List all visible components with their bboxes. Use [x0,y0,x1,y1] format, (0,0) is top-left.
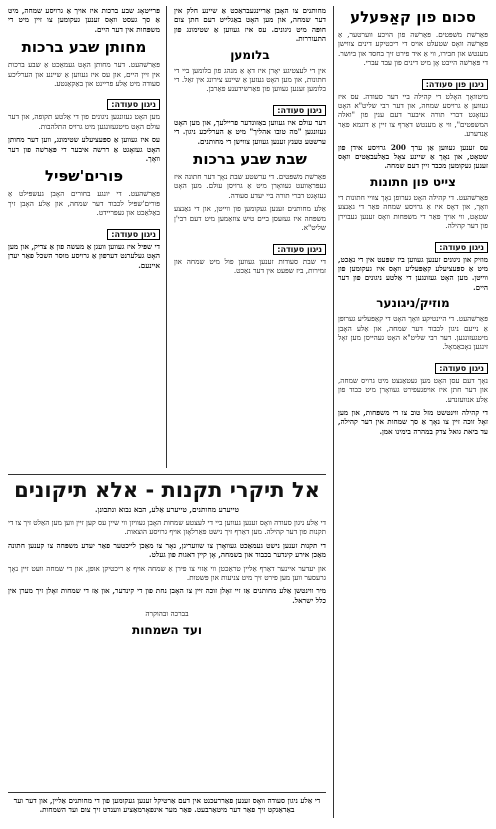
column-divider-left [166,6,167,468]
left-column [8,6,160,468]
right-heading-1: סכום פון קאַפּעלע [350,8,476,26]
left-paragraph-4: עס איז געווען אַ ספּעציעלע שטימונג, ווען דער מחותן האָט געזאָגט אַ דרשה איבער די פּאַרשׁה פון דער וואָך. [8,135,160,164]
left-paragraph-2: פּאַרשׁהעט. דער מחותן האָט געמאַכט אַ שבע ברכות אין זיין היים, און עס איז געווען אַ שיינע און הערליכע סעודה מיט אַלע פריינט און באַקאַנטע. [8,60,160,89]
left-paragraph-1: פּרייטאָג שבע ברכות איז אויך אַ גרויסע שמחה, מיט אַ סך געסט וואָס זענען געקומען צו זיין מיט די משפּחות אין דער היים. [8,6,160,34]
left-label-2: ניגון סעודה: [107,229,160,240]
right-paragraph-1: פּאַרשׁת משׁפּטים. פּאַרשׁה פון הויכע ווערטער, אַ פּאַרשׁה וואָס שטעלט אויס די ריכטיקע דינים צווישן מענטש און חבירו, ווי אַ איד פירט זיך בחסד און ביושר. די פּאַרשׁה הייבט אָן מיט דינים פון עבד עברי. [338,30,488,68]
right-label-3: ניגון סעודה: [435,363,488,374]
middle-paragraph-2: אין די לעצטיגע יאָרן איז דאָ אַ מנהג פון בלומען ביי די חתונות, און מען האָט געזען אַ שיינע צירונג אין זאַל. די בלומען זענען געווען פון פאַרשידענע פאַרבן. [174,65,326,94]
bottom-article [8,478,326,641]
middle-label-2: ניגון סעודה: [273,244,326,255]
right-label-2: ניגון סעודה: [435,242,488,253]
middle-paragraph-1: מחותנים צו האָבן אַריינגעבראַכט אַ שיינע חלק אין דער שמחה, און מען האָט באַגלייט דעם חתן צום חופּה מיט ניגונים. עס איז געווען אַ שטימונג פון התעוררות. [174,6,326,44]
column-divider-right [333,6,334,818]
left-paragraph-5: פּאַרשׁהעט. די יונגע בחורים האָבן געשפּילט אַ פּורים'שפּיל לכבוד דער שמחה, און אַלע האָבן זיך באַלאַכט און געפריידט. [8,189,160,218]
right-label-1: ניגון פון סעודה: [422,79,488,90]
bottom-paragraph-3: און יעדער איינער דאַרף אַליין טראַכטן ווי אַזוי צו פירן אַ שמחה אויף אַ ריכטיקן אופן, און די שמחה וועט זיין נאָך גרעסער ווען מען פירט זיך מיט צניעות און פּשטות. [8,563,326,583]
bottom-title: אל תיקרי תקנות - אלא תיקונים [14,478,320,502]
right-heading-3: מוזיק/ניגונער [376,296,450,311]
left-heading-1: מחותן שבע ברכות [21,38,147,57]
bottom-signoff-2: ועד השמחות [132,622,202,637]
right-paragraph-2: מיטוואָך האָלט די קהילה ביי דער סעודה. עס איז געווען אַ גרויסע שמחה, און דער רבי שליט"א האָט געזאָגט דברי תורה איבער דעם ענין פון "ואלה המשפטים", ווי אַ מענטש דאַרף צו זיין אַ דוגמא פאַר אַנדערע. [338,91,488,139]
bottom-footer: די אַלע ניגון סעודה וואָס זענען פאַררעכנט אין דעם אַרטיקל זענען געקומען פון די מחותנים אַליין, און דער ועד באַדאַנקט זיך פאַר דער מיטאַרבעט. פאַר מער אינפאָרמאַציע ווענדט זיך צום ועד השמחות. [13,796,321,814]
left-paragraph-3: מען האָט געזונגען ניגונים פון די אַלטע תקופה, און דער עולם האָט מיטגעזונגען מיט גרויס התלהבות. [8,112,160,131]
middle-paragraph-4: פּאַרשׁת משׁפּטים. די ערשטע שבת נאָך דער חתונה איז געפּראַוועט געוואָרן מיט אַ גרויסן עולם. מען האָט געזאָגט דברי תורה ביי יעדע סעודה. [174,172,326,200]
right-paragraph-3: עס זענען געווען אַן ערך 200 גרויסע אידן פון שטאָט, און נאָך אַ שיינע צאָל באַלעבאַטים וואָס זענען געקומען מכבד זיין דעם שמחה. [338,142,488,171]
footer-divider [8,792,326,793]
bottom-paragraph-1: די אַלע ניגון סעודה וואָס זענען געווען ביי די לעצטע שמחות האָבן געוויזן ווי שיין עס קען זיין ווען מען האַלט זיך צו די תקנות פון דער קהילה. מען דאַרף זיך נישט פאַרלאָזן אויף גרויסע הוצאות. [8,518,326,537]
middle-heading-1: בלומען [230,47,270,62]
middle-paragraph-6: די שבת סעודות זענען געווען פול מיט שמחה און זמירות, ביז שפּעט אין דער נאַכט. [174,256,326,275]
bottom-subtitle: טייערע מחותנים, טייערע אַלע, הבא נבוא ונתבונן. [94,505,240,514]
right-paragraph-7: נאָך דעם עסן האָט מען געטאַנצט מיט גרויס שמחה, און דער חתן איז אויפגעפירט געוואָרן מיט כבוד פון אַלע אנוועזנדע. [338,375,488,404]
middle-label-1: ניגון סעודה: [273,105,326,116]
left-paragraph-6: די שפּיל איז געווען וועגן אַ מעשה פון אַ צדיק, און מען האָט געלערנט דערפון אַ גרויסע מוסר השכל פאַר יעדן איינעם. [8,241,160,270]
middle-column [174,6,326,468]
bottom-paragraph-2: די תקנות זענען נישט געמאַכט געוואָרן צו שוועריגן, נאָר צו מאַכן לייכטער פאַר יעדע משפּחה צו קענען חתונה מאַכן אירע קינדער בכבוד און בשמחה, אָן קיין דאגות פון געלט. [8,540,326,560]
bottom-paragraph-4: מיר ווינטשן אַלע מחותנים אַז זיי זאָלן זוכה זיין צו האָבן נחת פון די קינדער, און אַז די שמחות זאָלן זיך מערן אין כלל ישראל. [8,586,326,605]
left-label-1: ניגון סעודה: [107,99,160,110]
right-paragraph-8: די קהילה ווינטשט מזל טוב צו די משפּחות, און מען זאָל זוכה זיין צו נאָך אַ סך שמחות אין דער קהילה, עד ביאת גואל צדק במהרה בימינו אמן. [338,407,488,436]
right-column [338,6,488,816]
right-paragraph-4: פּאַרשׁהעט. די קהילה האָט גערופן נאָך צוויי חתונות די וואָך, און דאָס איז אַ גרויסע שמחה פאַר די גאַנצע שטאָט, ווי אויך פאַר די משפּחות וואָס זענען געבוירן פון דער קהילה. [338,192,488,231]
section-divider [8,474,326,475]
middle-paragraph-5: אַלע מחותנים זענען געקומען פון ווייטן, און די גאַנצע משפּחה איז געזעסן ביים טיש צוזאַמען מיט דעם רבי'ן שליט"א. [174,204,326,233]
left-heading-2: פּורים'שפּיל [44,167,124,186]
right-paragraph-6: פּאַרשׁהעט. די היינטיקע וואָך האָט די קאַפּעליע גערופן אַ נייעם ניגון לכבוד דער שמחה, און אַלע האָבן מיטגעזונגען. דער רבי שליט"א האָט געהייסן מען זאָל זינגען נאָכאַמאָל. [338,314,488,352]
middle-paragraph-3: דער עולם איז געווען באַזונדער פריילעך, און מען האָט געזונגען "מה טובו אהליך" מיט אַ הערליכע ניגון. די ערשטע טענץ זענען געווען צווישן די מחותנים. [174,117,326,146]
right-paragraph-5: מוזיק און ניגונים זענען געווען ביז שפּעט אין די נאַכט, מיט אַ ספּעציעלע קאַפּעליע וואָס איז געקומען פון ווייטן. מען האָט געזונגען די אַלטע ניגונים פון דער היים. [338,254,488,292]
right-heading-2: צייט פון חתונות [370,174,456,189]
bottom-signoff-1: בברכה ובהוקרה [145,609,189,619]
middle-heading-2: שבת שבע ברכות [193,150,307,169]
